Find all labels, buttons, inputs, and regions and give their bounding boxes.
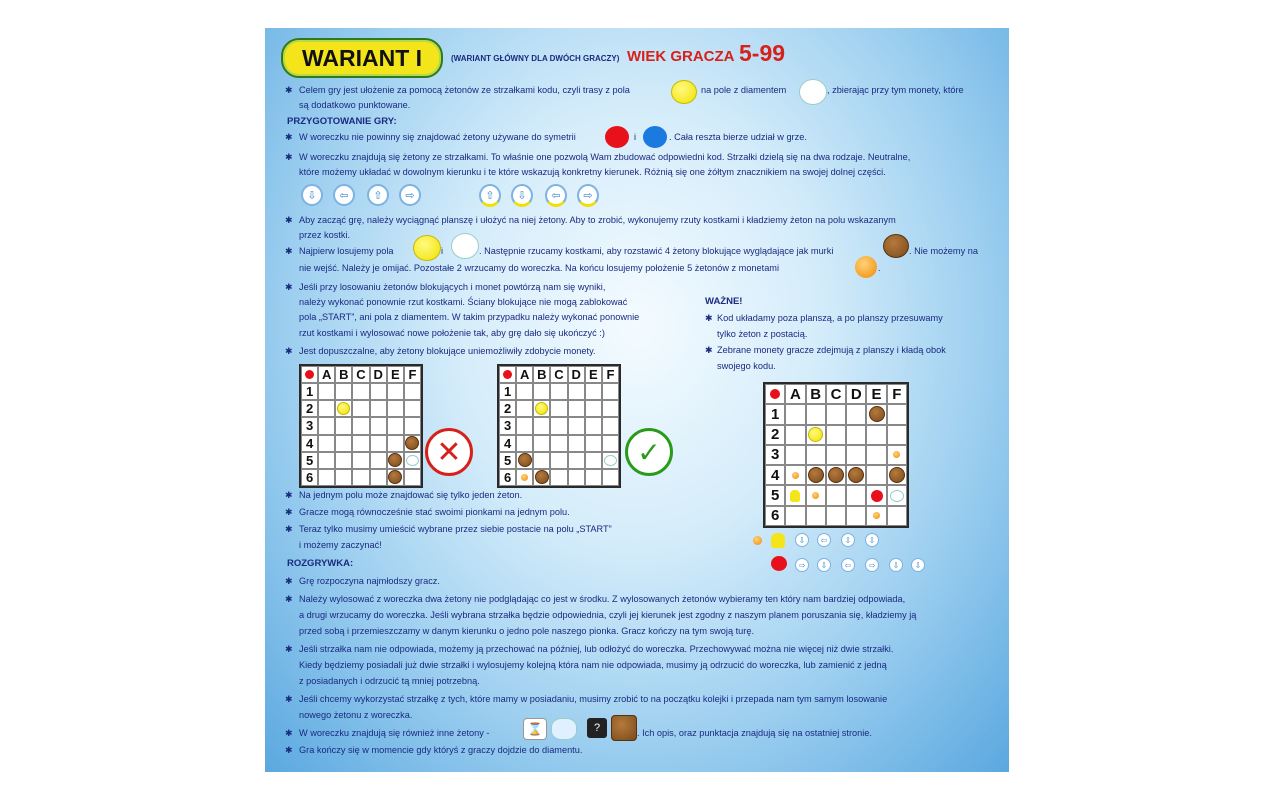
wall-token-icon <box>388 470 402 484</box>
bullet-icon: ✱ <box>285 694 293 704</box>
diamond-token-icon <box>406 455 419 466</box>
diamond-token-icon <box>451 233 479 259</box>
coin-token-icon <box>893 451 900 458</box>
gameplay-g5a: W woreczku znajdują się również inne żetony - <box>299 728 490 738</box>
col-header: F <box>404 366 421 383</box>
bullet-icon: ✱ <box>705 345 713 355</box>
diamond-token-icon <box>604 455 617 466</box>
variant-title-badge <box>281 38 443 78</box>
cloud-token-icon <box>551 718 577 740</box>
row-header: 1 <box>765 404 785 424</box>
diamond-token-icon <box>799 79 827 105</box>
coin-token-icon <box>855 256 877 278</box>
door-token-icon: ? <box>587 718 607 738</box>
arrow-right-directional-icon: ⇨ <box>577 184 599 207</box>
col-header: D <box>370 366 387 383</box>
age-value: 5-99 <box>739 40 786 66</box>
code-arrow-icon: ⇨ <box>865 558 879 572</box>
row-header: 4 <box>301 435 318 452</box>
row-header: 5 <box>301 452 318 469</box>
bullet-icon: ✱ <box>285 644 293 654</box>
col-header: E <box>866 384 886 404</box>
prep-p4b: . Następnie rzucamy kostkami, aby rozstawić 4 żetony blokujące wyglądające jak murki <box>479 246 834 256</box>
wall-token-icon <box>518 453 532 467</box>
prep-p5-l4: rzut kostkami i wylosować nowe położenie tak, aby grę dało się ukończyć :) <box>299 328 605 338</box>
prep-p1a: W woreczku nie powinny się znajdować żetony używane do symetrii <box>299 132 576 142</box>
corner-cell <box>301 366 318 383</box>
gameplay-g4-l1: Jeśli chcemy wykorzystać strzałkę z tych, które mamy w posiadaniu, musimy zrobić to na początku kolejki i przepada nam tym samym losowanie <box>299 694 888 704</box>
prep-p5-l1: Jeśli przy losowaniu żetonów blokujących i monet powtórzą nam się wyniki, <box>299 282 606 292</box>
board-example-wrong <box>299 364 423 488</box>
row-header: 3 <box>499 417 516 434</box>
prep-p2-l2: które możemy układać w dowolnym kierunku i te które wskazują konkretny kierunek. Różnią się one żółtym znacznikiem na swojej dolnej części. <box>299 167 886 177</box>
bullet-icon: ✱ <box>285 524 293 534</box>
col-header: B <box>806 384 826 404</box>
wall-token-icon <box>828 467 844 483</box>
prep-p3-l1: Aby zacząć grę, należy wyciągnąć planszę i ułożyć na niej żetony. Aby to zrobić, wykonujemy rzuty kostkami i kładziemy żeton na polu wskazanym <box>299 215 896 225</box>
board-example-correct <box>497 364 621 488</box>
wall-token-icon <box>883 234 909 258</box>
variant-title: WARIANT I <box>301 44 423 71</box>
coin-token-icon <box>521 474 528 481</box>
code-arrow-icon: ⇩ <box>841 533 855 547</box>
code-arrow-icon: ⇦ <box>817 533 831 547</box>
code-arrow-icon: ⇩ <box>817 558 831 572</box>
arrow-up-directional-icon: ⇧ <box>479 184 501 207</box>
row-header: 4 <box>499 435 516 452</box>
bullet-icon: ✱ <box>285 346 293 356</box>
row-header: 1 <box>499 383 516 400</box>
wall-token-icon <box>808 467 824 483</box>
code-arrow-icon: ⇦ <box>841 558 855 572</box>
col-header: B <box>533 366 550 383</box>
variant-subtitle: (WARIANT GŁÓWNY DLA DWÓCH GRACZY) <box>451 54 620 63</box>
coin-token-icon <box>873 512 880 519</box>
row-header: 2 <box>499 400 516 417</box>
arrow-down-directional-icon: ⇩ <box>511 184 533 207</box>
gameplay-heading: ROZGRYWKA: <box>287 558 354 569</box>
bullet-icon: ✱ <box>285 507 293 517</box>
arrow-left-icon: ⇦ <box>333 184 355 206</box>
bullet-icon: ✱ <box>705 313 713 323</box>
prep-p2-l1: W woreczku znajdują się żetony ze strzałkami. To właśnie one pozwolą Wam zbudować odpowiedni kod. Strzałki dzielą się na dwa rodzaje. Neutralne, <box>299 152 911 162</box>
wall-token-icon <box>405 436 419 450</box>
start-token-icon <box>808 427 823 442</box>
prep-p5-l2: należy wykonać ponownie rzut kostkami. Ściany blokujące nie mogą zablokować <box>299 297 628 307</box>
intro-line1b: na pole z diamentem <box>701 85 787 95</box>
bullet-icon: ✱ <box>285 576 293 586</box>
correct-check-icon: ✓ <box>625 428 673 476</box>
bullet-icon: ✱ <box>285 282 293 292</box>
prep-p1-and: i <box>634 132 637 142</box>
row-header: 6 <box>765 506 785 526</box>
rule-r2: Gracze mogą równocześnie stać swoimi pionkami na jednym polu. <box>299 507 570 517</box>
gameplay-g3-l3: z posiadanych i odrzucić tą mniej potrzebną. <box>299 676 480 686</box>
arrow-left-directional-icon: ⇦ <box>545 184 567 207</box>
col-header: C <box>826 384 846 404</box>
prep-p3-l2: przez kostki. <box>299 230 351 240</box>
important-i2-l1: Zebrane monety gracze zdejmują z planszy i kładą obok <box>717 345 946 355</box>
wall-token-icon <box>388 453 402 467</box>
code-arrow-icon: ⇩ <box>911 558 925 572</box>
col-header: E <box>387 366 404 383</box>
row-header: 4 <box>765 465 785 485</box>
prep-p6: Jest dopuszczalne, aby żetony blokujące uniemożliwiły zdobycie monety. <box>299 346 596 356</box>
corner-cell <box>499 366 516 383</box>
col-header: E <box>585 366 602 383</box>
bullet-icon: ✱ <box>285 215 293 225</box>
intro-line2: są dodatkowo punktowane. <box>299 100 411 110</box>
red-character-icon <box>871 490 883 502</box>
col-header: D <box>568 366 585 383</box>
row-header: 6 <box>499 469 516 486</box>
gameplay-g6: Gra kończy się w momencie gdy któryś z graczy dojdzie do diamentu. <box>299 745 583 755</box>
row-header: 3 <box>301 417 318 434</box>
diamond-token-icon <box>890 490 904 502</box>
gameplay-g3-l2: Kiedy będziemy posiadali już dwie strzałki i wylosujemy kolejną która nam nie odpowiada, musimy ją odrzucić do woreczka, lub zamienić z jedną <box>299 660 887 670</box>
col-header: F <box>602 366 619 383</box>
code-arrow-icon: ⇩ <box>865 533 879 547</box>
yellow-character-icon <box>771 533 785 548</box>
row-header: 3 <box>765 445 785 465</box>
wall-token-icon <box>869 406 885 422</box>
wall-token-icon <box>535 470 549 484</box>
col-header: A <box>318 366 335 383</box>
code-arrow-icon: ⇩ <box>795 533 809 547</box>
board-example-game <box>763 382 909 528</box>
start-token-icon <box>337 402 350 415</box>
bullet-icon: ✱ <box>285 490 293 500</box>
prep-p4a: Najpierw losujemy pola <box>299 246 394 256</box>
wall-token-icon <box>611 715 637 741</box>
row-header: 1 <box>301 383 318 400</box>
corner-cell <box>765 384 785 404</box>
arrow-up-icon: ⇧ <box>367 184 389 206</box>
important-i2-l2: swojego kodu. <box>717 361 776 371</box>
prep-p1b: . Cała reszta bierze udział w grze. <box>669 132 807 142</box>
prep-p4-and: i <box>441 246 444 256</box>
coin-token-icon <box>753 536 762 545</box>
hourglass-token-icon: ⌛ <box>523 718 547 740</box>
gameplay-g2-l2: a drugi wrzucamy do woreczka. Jeśli wybrana strzałka będzie odpowiednia, czyli jej kierunek jest zgodny z naszym planem poruszania się, kładziemy ją <box>299 610 917 620</box>
blue-symmetry-token-icon <box>643 126 667 148</box>
gameplay-g3-l1: Jeśli strzałka nam nie odpowiada, możemy ją przechować na później, lub odłożyć do woreczka. Przechowywać można nie więcej niż dwie strzałki. <box>299 644 894 654</box>
col-header: C <box>352 366 369 383</box>
rule-r1: Na jednym polu może znajdować się tylko jeden żeton. <box>299 490 523 500</box>
gameplay-g4-l2: nowego żetonu z woreczka. <box>299 710 413 720</box>
row-header: 6 <box>301 469 318 486</box>
prep-heading: PRZYGOTOWANIE GRY: <box>287 116 397 127</box>
gameplay-g1: Grę rozpoczyna najmłodszy gracz. <box>299 576 440 586</box>
row-header: 5 <box>499 452 516 469</box>
start-token-icon <box>671 80 697 104</box>
age-label: WIEK GRACZA <box>627 48 735 65</box>
gameplay-g2-l3: przed sobą i przemieszczamy w danym kierunku o jedno pole naszego pionka. Gracz kończy na tym swoją turę. <box>299 626 754 636</box>
intro-line1c: , zbierając przy tym monety, które <box>827 85 964 95</box>
start-token-icon <box>413 235 444 261</box>
row-header: 5 <box>765 485 785 505</box>
bullet-icon: ✱ <box>285 246 293 256</box>
important-i1-l2: tylko żeton z postacią. <box>717 329 808 339</box>
bullet-icon: ✱ <box>285 152 293 162</box>
red-character-icon <box>771 556 787 571</box>
code-arrow-icon: ⇩ <box>889 558 903 572</box>
wrong-cross-icon: ✕ <box>425 428 473 476</box>
prep-p4-l2a: nie wejść. Należy je omijać. Pozostałe 2 wrzucamy do woreczka. Na końcu losujemy położenie 5 żetonów z monetami <box>299 263 780 273</box>
code-arrow-icon: ⇨ <box>795 558 809 572</box>
start-token-icon <box>535 402 548 415</box>
col-header: C <box>550 366 567 383</box>
prep-p4-l2b: . <box>878 263 881 273</box>
col-header: A <box>785 384 805 404</box>
arrow-down-icon: ⇩ <box>301 184 323 206</box>
coin-token-icon <box>812 492 819 499</box>
col-header: D <box>846 384 866 404</box>
row-header: 2 <box>301 400 318 417</box>
prep-p4c: . Nie możemy na <box>909 246 978 256</box>
rule-r3-l1: Teraz tylko musimy umieścić wybrane przez siebie postacie na polu „START” <box>299 524 612 534</box>
yellow-character-icon <box>790 490 800 502</box>
important-heading: WAŻNE! <box>705 296 743 307</box>
gameplay-g2-l1: Należy wylosować z woreczka dwa żetony nie podglądając co jest w środku. Z wylosowanych żetonów wybieramy ten który nam bardziej odpowiada, <box>299 594 906 604</box>
bullet-icon: ✱ <box>285 728 293 738</box>
rules-page <box>265 28 1009 772</box>
wall-token-icon <box>889 467 905 483</box>
bullet-icon: ✱ <box>285 594 293 604</box>
intro-line1a: Celem gry jest ułożenie za pomocą żetonów ze strzałkami kodu, czyli trasy z pola <box>299 85 630 95</box>
col-header: F <box>887 384 907 404</box>
prep-p5-l3: pola „START”, ani pola z diamentem. W takim przypadku należy wykonać ponownie <box>299 312 640 322</box>
wall-token-icon <box>848 467 864 483</box>
col-header: A <box>516 366 533 383</box>
red-symmetry-token-icon <box>605 126 629 148</box>
col-header: B <box>335 366 352 383</box>
bullet-icon: ✱ <box>285 85 293 95</box>
bullet-icon: ✱ <box>285 132 293 142</box>
rule-r3-l2: i możemy zaczynać! <box>299 540 382 550</box>
coin-token-icon <box>792 472 799 479</box>
gameplay-g5b: . Ich opis, oraz punktacja znajdują się na ostatniej stronie. <box>637 728 872 738</box>
arrow-right-icon: ⇨ <box>399 184 421 206</box>
bullet-icon: ✱ <box>285 745 293 755</box>
important-i1-l1: Kod układamy poza planszą, a po planszy przesuwamy <box>717 313 943 323</box>
row-header: 2 <box>765 425 785 445</box>
